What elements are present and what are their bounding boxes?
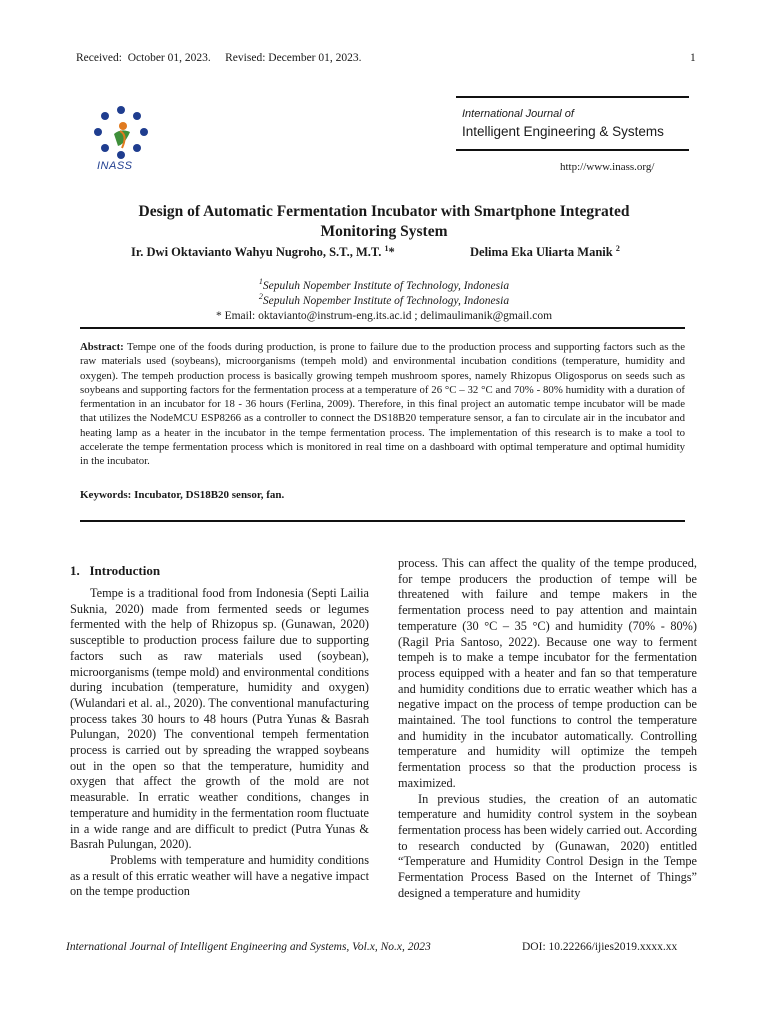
- affiliation-2-text: Sepuluh Nopember Institute of Technology, Indonesia: [262, 295, 510, 307]
- journal-url-link[interactable]: http://www.inass.org/: [560, 161, 655, 173]
- affiliation-1-sup: 1: [258, 277, 263, 287]
- intro-paragraph-1: Tempe is a traditional food from Indonesia (Septi Lailia Suknia, 2020) made from fermented seeds or legumes fermented with the help of Rhizopus sp. (Gunawan, 2020) susceptible to production process failure due to supporting factors such as raw materials used (soybean), microorganisms (tempe mold) and environmental conditions during incubation (temperature, humidity and oxygen) (Wulandari et al. al., 2020). The conventional manufacturing process takes 30 hours to 48 hours (Putra Yunas & Basrah Pulungan, 2020) The conventional tempeh fermentation process is carried out by spreading the wrapped soybeans out in the open so that the temperature, humidity and oxygen that affect the growth of the mold are not measurable. In erratic weather conditions, changes in temperature and humidity in the fermentation room fluctuate in a wide range and are difficult to predict (Putra Yunas & Basrah Pulungan, 2020).: [70, 586, 369, 852]
- affiliation-1-text: Sepuluh Nopember Institute of Technology, Indonesia: [262, 280, 510, 292]
- journal-name: Intelligent Engineering & Systems: [462, 124, 664, 139]
- author-1-mark: *: [388, 245, 395, 259]
- journal-rule-top: [456, 96, 689, 98]
- abstract: [80, 340, 685, 469]
- footer-journal: International Journal of Intelligent Engineering and Systems, Vol.x, No.x, 2023: [66, 941, 431, 953]
- author-2: [470, 245, 620, 260]
- abstract-rule-top: [80, 327, 685, 329]
- abstract-label: Abstract:: [80, 341, 124, 353]
- author-2-name: Delima Eka Uliarta Manik: [470, 245, 613, 259]
- author-1: [131, 245, 395, 260]
- affiliation-2-sup: 2: [258, 292, 263, 302]
- journal-name-small: International Journal of: [462, 108, 574, 120]
- journal-rule-bottom: [456, 149, 689, 151]
- intro-paragraph-2: Problems with temperature and humidity conditions as a result of this erratic weather will have a negative impact on the tempe production: [70, 852, 369, 899]
- author-1-name: Ir. Dwi Oktavianto Wahyu Nugroho, S.T., M.T.: [131, 245, 382, 259]
- author-2-sup: 2: [615, 243, 620, 253]
- inass-logo-icon: [92, 104, 150, 162]
- title-line-2: Monitoring System: [320, 223, 448, 240]
- author-1-sup: 1: [384, 243, 389, 253]
- right-column: [398, 556, 697, 901]
- section-heading-introduction: 1. Introduction: [70, 563, 161, 578]
- page-number: 1: [690, 52, 696, 64]
- affiliation-1: [60, 279, 708, 293]
- paper-title: [60, 202, 708, 242]
- title-line-1: Design of Automatic Fermentation Incubator with Smartphone Integrated: [138, 203, 630, 220]
- received-revised-dates: Received: October 01, 2023. Revised: December 01, 2023.: [76, 52, 362, 64]
- intro-paragraph-4: In previous studies, the creation of an automatic temperature and humidity control system in the soybean fermentation process has been widely carried out. According to research conducted by (Gunawan, 2020) entitled “Temperature and Humidity Control Design in the Tempe Fermentation Process Based on the Internet of Things” designed a temperature and humidity: [398, 791, 697, 900]
- email-line: * Email: oktavianto@instrum-eng.its.ac.id ; delimaulimanik@gmail.com: [215, 310, 553, 322]
- intro-paragraph-3: process. This can affect the quality of the tempe produced, for tempe producers the production of tempe will be threatened with failure and tempe makers in the fermentation process need to pay attention and maintain temperature (30 °C – 35 °C) and humidity (70% - 80%) (Ragil Pria Santoso, 2022). Because one way to ferment tempeh is to make a tempe incubator for the fermentation process equipped with a heater and fan so that temperature and humidity conditions due to erratic weather which has a negative impact on the process of tempe production can be maintained. The tool functions to control the temperature and humidity in the incubator automatically. Controlling temperature and humidity will optimize the tempeh fermentation process so that the production process is maximized.: [398, 556, 697, 790]
- keywords: Keywords: Incubator, DS18B20 sensor, fan.: [80, 489, 285, 501]
- abstract-rule-bottom: [80, 520, 685, 522]
- affiliation-2: [60, 294, 708, 308]
- footer-doi: DOI: 10.22266/ijies2019.xxxx.xx: [522, 941, 678, 953]
- abstract-text: Tempe one of the foods during production, is prone to failure due to the production process and supporting factors such as the raw materials used (soybeans), microorganisms (tempeh mold) and environmental incubation conditions (temperature, humidity and oxygen). The tempeh production process is basically growing tempeh mushroom spores, namely Rhizopus Oligosporus on seeds such as soybeans and supporting factors for the fermentation process at a temperature of 26 °C – 32 °C and 70% - 80% humidity with a duration of fermentation in an incubator for 18 - 36 hours (Ferlina, 2009). Therefore, in this final project an automatic tempe incubator will be made that utilizes the NodeMCU ESP8266 as a controller to connect the DS18B20 temperature sensor, a fan to circulate air in the incubator and heating lamp as a heater in the incubator in the tempe fermentation process. The implementation of this research is to make a tool to accelerate the tempe fermentation process which is monitored in real time on a dashboard with optimal temperature and optimal humidity in the incubator.: [80, 341, 685, 468]
- left-column: [70, 586, 369, 900]
- logo-text: INASS: [97, 160, 133, 172]
